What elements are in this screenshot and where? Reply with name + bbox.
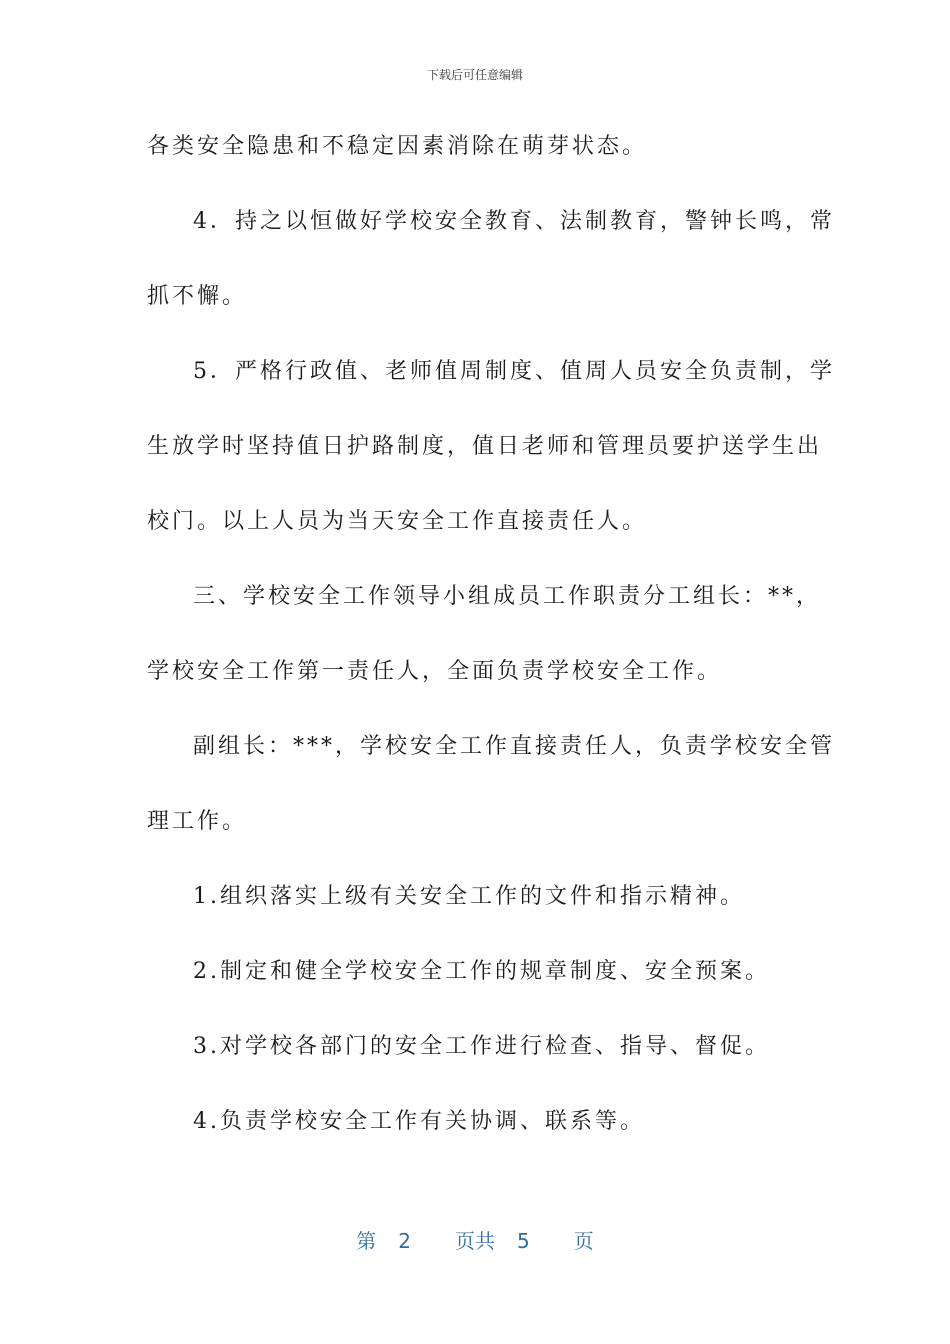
paragraph-line: 4．持之以恒做好学校安全教育、法制教育，警钟长鸣，常 xyxy=(193,209,835,234)
footer-middle: 页共 xyxy=(455,1229,495,1253)
paragraph-line: 校门。以上人员为当天安全工作直接责任人。 xyxy=(147,509,648,534)
page-header: 下载后可任意编辑 xyxy=(426,68,523,82)
section-heading-line: 三、学校安全工作领导小组成员工作职责分工组长：**， xyxy=(193,584,822,609)
paragraph-line: 理工作。 xyxy=(147,809,248,834)
footer-suffix: 页 xyxy=(573,1229,594,1253)
list-item: 1.组织落实上级有关安全工作的文件和指示精神。 xyxy=(193,884,745,909)
footer-total-pages: 5 xyxy=(517,1229,530,1253)
paragraph-line: 5．严格行政值、老师值周制度、值周人员安全负责制，学 xyxy=(193,359,835,384)
list-item: 4.负责学校安全工作有关协调、联系等。 xyxy=(193,1109,645,1134)
paragraph-line: 各类安全隐患和不稳定因素消除在萌芽状态。 xyxy=(147,134,648,159)
page-footer xyxy=(0,1225,950,1254)
footer-current-page: 2 xyxy=(398,1229,411,1253)
paragraph-line: 生放学时坚持值日护路制度，值日老师和管理员要护送学生出 xyxy=(147,434,823,459)
paragraph-line: 抓不懈。 xyxy=(147,284,248,309)
footer-prefix: 第 xyxy=(356,1229,377,1253)
paragraph-line: 学校安全工作第一责任人，全面负责学校安全工作。 xyxy=(147,659,723,684)
paragraph-line: 副组长：***，学校安全工作直接责任人，负责学校安全管 xyxy=(193,734,836,759)
list-item: 3.对学校各部门的安全工作进行检查、指导、督促。 xyxy=(193,1034,770,1059)
list-item: 2.制定和健全学校安全工作的规章制度、安全预案。 xyxy=(193,959,770,984)
document-body xyxy=(147,122,836,1172)
